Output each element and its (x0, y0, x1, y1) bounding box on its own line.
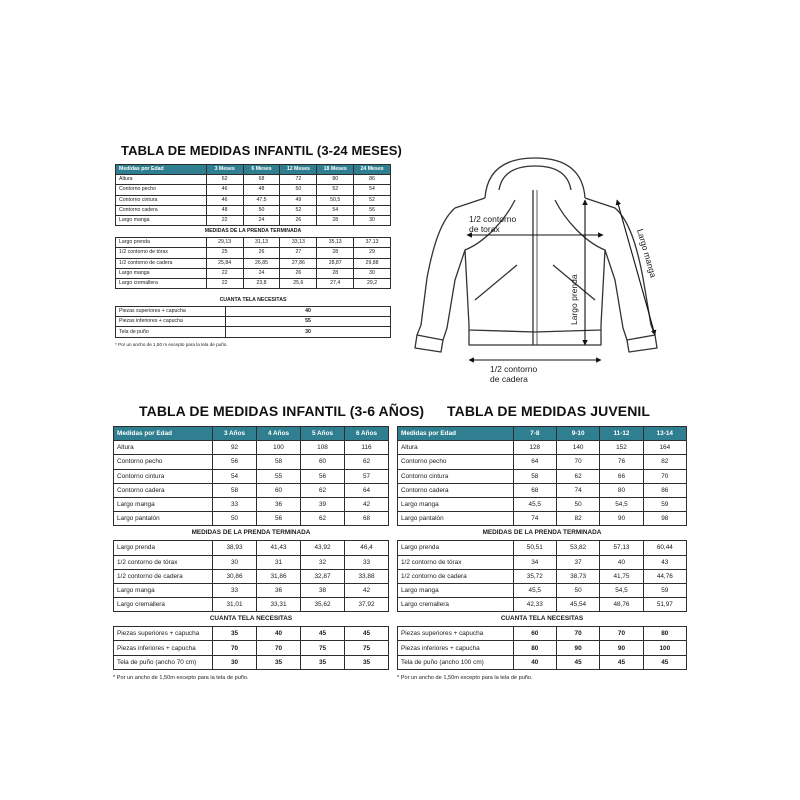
header-size: 9-10 (556, 427, 599, 441)
row-label: Largo cremallera (398, 598, 514, 612)
header-row (116, 165, 391, 175)
hip-label-line2: de cadera (490, 374, 528, 384)
cell-value: 45 (556, 655, 599, 669)
cell-value: 80 (513, 641, 556, 655)
garment-table (115, 237, 391, 289)
table-row (398, 483, 687, 497)
cell-value: 22 (206, 278, 243, 288)
row-label: Altura (398, 441, 514, 455)
row-label: Largo manga (116, 268, 207, 278)
sleeve-label: Largo manga (635, 227, 659, 279)
cell-value: 52 (354, 195, 391, 205)
table-row (114, 455, 389, 469)
cell-value: 38,93 (213, 541, 257, 555)
row-label: Largo manga (116, 215, 207, 225)
cell-value: 35,62 (301, 598, 345, 612)
cell-value: 54,5 (600, 497, 643, 511)
table-row (116, 258, 391, 268)
cell-value: 30 (354, 268, 391, 278)
row-label: Largo manga (398, 583, 514, 597)
cell-value: 59 (643, 497, 686, 511)
row-label: Piezas inferiores + capucha (114, 641, 213, 655)
table-row (114, 441, 389, 455)
table-row (116, 307, 391, 317)
row-label: Contorno cadera (116, 205, 207, 215)
table-row (114, 583, 389, 597)
cell-value: 56 (301, 469, 345, 483)
row-label: Contorno cadera (398, 483, 514, 497)
cell-value: 35 (213, 627, 257, 641)
cell-value: 49 (280, 195, 317, 205)
table-row (114, 483, 389, 497)
cell-value: 62 (206, 175, 243, 185)
cell-value: 34 (513, 555, 556, 569)
cell-value: 29 (354, 248, 391, 258)
table-row (116, 317, 391, 327)
row-label: 1/2 contorno de cadera (398, 569, 514, 583)
cell-value: 45 (643, 655, 686, 669)
cell-value: 75 (345, 641, 389, 655)
cell-value: 47,5 (243, 195, 280, 205)
cell-value: 100 (643, 641, 686, 655)
cell-value: 27 (280, 248, 317, 258)
cell-value: 50 (556, 497, 599, 511)
table-row (398, 555, 687, 569)
cell-value: 24 (243, 268, 280, 278)
row-label: Altura (116, 175, 207, 185)
cell-value: 26 (280, 268, 317, 278)
cell-value: 51,97 (643, 598, 686, 612)
table-row (114, 469, 389, 483)
cell-value: 50,51 (513, 541, 556, 555)
cell-value: 86 (643, 483, 686, 497)
row-label: 1/2 contorno de tórax (116, 248, 207, 258)
fabric-table (115, 306, 391, 338)
header-size: 18 Meses (317, 165, 354, 175)
cell-value: 48 (243, 185, 280, 195)
table-row (116, 205, 391, 215)
row-label: Contorno cintura (114, 469, 213, 483)
chest-label-line2: de torax (469, 224, 500, 234)
cell-value: 98 (643, 512, 686, 526)
header-size: 5 Años (301, 427, 345, 441)
size-chart-infantil-meses (115, 143, 402, 347)
cell-value: 28 (317, 215, 354, 225)
length-label: Largo prenda (569, 274, 579, 325)
cell-value: 42 (345, 497, 389, 511)
row-label: Largo manga (114, 583, 213, 597)
table-row (116, 327, 391, 337)
cell-value: 48 (206, 205, 243, 215)
cell-value: 76 (600, 455, 643, 469)
row-label: Largo prenda (114, 541, 213, 555)
cell-value: 128 (513, 441, 556, 455)
cell-value: 33 (213, 497, 257, 511)
hip-label-line1: 1/2 contorno (490, 364, 538, 374)
cell-value: 53,82 (556, 541, 599, 555)
cell-value: 74 (513, 512, 556, 526)
cell-value: 24 (243, 215, 280, 225)
table-row (398, 497, 687, 511)
cell-value: 40 (513, 655, 556, 669)
cell-value: 70 (556, 627, 599, 641)
cell-value: 45 (600, 655, 643, 669)
cell-value: 31 (257, 555, 301, 569)
table-row (116, 238, 391, 248)
cell-value: 62 (301, 483, 345, 497)
table-row (116, 175, 391, 185)
section-title: TABLA DE MEDIDAS JUVENIL (447, 403, 651, 419)
header-size: 3 Meses (206, 165, 243, 175)
cell-value: 60,44 (643, 541, 686, 555)
table-row (398, 655, 687, 669)
cell-value: 54 (213, 469, 257, 483)
cell-value: 30 (213, 655, 257, 669)
row-label: Piezas inferiores + capucha (398, 641, 514, 655)
table-row (114, 497, 389, 511)
table-row (114, 655, 389, 669)
cell-value: 92 (213, 441, 257, 455)
row-label: Tela de puño (ancho 70 cm) (114, 655, 213, 669)
cell-value: 30 (226, 327, 391, 337)
garment-subtitle: MEDIDAS DE LA PRENDA TERMINADA (482, 529, 602, 537)
cell-value: 38 (301, 583, 345, 597)
table-row (114, 555, 389, 569)
cell-value: 64 (513, 455, 556, 469)
row-label: Contorno pecho (398, 455, 514, 469)
cell-value: 90 (556, 641, 599, 655)
cell-value: 70 (213, 641, 257, 655)
cell-value: 140 (556, 441, 599, 455)
cell-value: 82 (556, 512, 599, 526)
row-label: Contorno pecho (116, 185, 207, 195)
cell-value: 41,43 (257, 541, 301, 555)
table-row (398, 641, 687, 655)
cell-value: 60 (513, 627, 556, 641)
cell-value: 152 (600, 441, 643, 455)
cell-value: 28,87 (317, 258, 354, 268)
cell-value: 164 (643, 441, 686, 455)
chest-label-line1: 1/2 contorno (469, 214, 517, 224)
measurements-table (115, 164, 391, 226)
row-label: Tela de puño (116, 327, 226, 337)
row-label: Piezas superiores + capucha (114, 627, 213, 641)
cell-value: 70 (600, 627, 643, 641)
row-label: 1/2 contorno de cadera (114, 569, 213, 583)
cell-value: 62 (301, 512, 345, 526)
footnote: * Por un ancho de 1,50 m excepto para la tela de puño. (115, 341, 228, 347)
row-label: Largo pantalón (398, 512, 514, 526)
cell-value: 45,5 (513, 583, 556, 597)
row-label: 1/2 contorno de cadera (116, 258, 207, 268)
cell-value: 26 (243, 248, 280, 258)
row-label: Largo prenda (398, 541, 514, 555)
cell-value: 46 (206, 185, 243, 195)
cell-value: 57,13 (600, 541, 643, 555)
cell-value: 31,13 (243, 238, 280, 248)
cell-value: 50 (556, 583, 599, 597)
cell-value: 40 (226, 307, 391, 317)
cell-value: 30 (213, 555, 257, 569)
cell-value: 43 (643, 555, 686, 569)
cell-value: 31,86 (257, 569, 301, 583)
fabric-table (113, 626, 389, 670)
cell-value: 45,5 (513, 497, 556, 511)
table-row (116, 268, 391, 278)
cell-value: 68 (513, 483, 556, 497)
cell-value: 42,33 (513, 598, 556, 612)
cell-value: 90 (600, 641, 643, 655)
cell-value: 25 (206, 248, 243, 258)
header-size: 6 Años (345, 427, 389, 441)
fabric-subtitle: CUANTA TELA NECESITAS (209, 615, 293, 623)
table-row (398, 569, 687, 583)
cell-value: 116 (345, 441, 389, 455)
header-size: 11-12 (600, 427, 643, 441)
cell-value: 28 (317, 248, 354, 258)
cell-value: 31,01 (213, 598, 257, 612)
cell-value: 37,13 (354, 238, 391, 248)
header-size: 3 Años (213, 427, 257, 441)
cell-value: 42 (345, 583, 389, 597)
row-label: 1/2 contorno de tórax (114, 555, 213, 569)
cell-value: 68 (345, 512, 389, 526)
table-row (398, 441, 687, 455)
cell-value: 33 (345, 555, 389, 569)
header-size: 12 Meses (280, 165, 317, 175)
cell-value: 26,85 (243, 258, 280, 268)
cell-value: 40 (600, 555, 643, 569)
cell-value: 80 (600, 483, 643, 497)
cell-value: 75 (301, 641, 345, 655)
table-row (398, 455, 687, 469)
row-label: Largo cremallera (114, 598, 213, 612)
row-label: 1/2 contorno de tórax (398, 555, 514, 569)
row-label: Piezas superiores + capucha (398, 627, 514, 641)
row-label: Contorno cintura (116, 195, 207, 205)
header-size: 4 Años (257, 427, 301, 441)
measurements-table (397, 426, 687, 526)
cell-value: 55 (257, 469, 301, 483)
row-label: Tela de puño (ancho 100 cm) (398, 655, 514, 669)
hoodie-diagram (405, 150, 680, 385)
cell-value: 90 (600, 512, 643, 526)
cell-value: 45 (301, 627, 345, 641)
cell-value: 52 (317, 185, 354, 195)
cell-value: 44,76 (643, 569, 686, 583)
cell-value: 86 (354, 175, 391, 185)
row-label: Largo manga (398, 497, 514, 511)
row-label: Contorno pecho (114, 455, 213, 469)
cell-value: 45,54 (556, 598, 599, 612)
cell-value: 54 (354, 185, 391, 195)
cell-value: 39 (301, 497, 345, 511)
cell-value: 43,92 (301, 541, 345, 555)
table-row (114, 627, 389, 641)
table-row (398, 598, 687, 612)
cell-value: 62 (556, 469, 599, 483)
cell-value: 74 (556, 483, 599, 497)
cell-value: 35 (345, 655, 389, 669)
cell-value: 80 (643, 627, 686, 641)
table-row (114, 569, 389, 583)
section-title: TABLA DE MEDIDAS INFANTIL (3-6 AÑOS) (139, 403, 425, 419)
cell-value: 27,86 (280, 258, 317, 268)
cell-value: 70 (643, 469, 686, 483)
table-row (114, 641, 389, 655)
cell-value: 58 (513, 469, 556, 483)
cell-value: 30 (354, 215, 391, 225)
row-label: Largo manga (114, 497, 213, 511)
cell-value: 108 (301, 441, 345, 455)
header-row (114, 427, 389, 441)
table-row (398, 469, 687, 483)
footnote: * Por un ancho de 1,50m excepto para la tela de puño. (113, 674, 249, 681)
cell-value: 33 (213, 583, 257, 597)
cell-value: 33,31 (257, 598, 301, 612)
cell-value: 26 (280, 215, 317, 225)
cell-value: 62 (345, 455, 389, 469)
fabric-table (397, 626, 687, 670)
cell-value: 40 (257, 627, 301, 641)
cell-value: 22 (206, 215, 243, 225)
cell-value: 54,5 (600, 583, 643, 597)
cell-value: 27,4 (317, 278, 354, 288)
table-row (398, 541, 687, 555)
cell-value: 46,4 (345, 541, 389, 555)
cell-value: 80 (317, 175, 354, 185)
cell-value: 35,72 (513, 569, 556, 583)
table-row (116, 248, 391, 258)
garment-subtitle: MEDIDAS DE LA PRENDA TERMINADA (204, 228, 302, 235)
cell-value: 36 (257, 497, 301, 511)
cell-value: 70 (556, 455, 599, 469)
cell-value: 56 (213, 455, 257, 469)
cell-value: 82 (643, 455, 686, 469)
cell-value: 70 (257, 641, 301, 655)
garment-table (113, 540, 389, 612)
section-title: TABLA DE MEDIDAS INFANTIL (3-24 MESES) (121, 143, 402, 158)
cell-value: 59 (643, 583, 686, 597)
cell-value: 30,86 (213, 569, 257, 583)
header-label: Medidas por Edad (398, 427, 514, 441)
cell-value: 35 (257, 655, 301, 669)
cell-value: 60 (257, 483, 301, 497)
header-label: Medidas por Edad (114, 427, 213, 441)
cell-value: 66 (600, 469, 643, 483)
cell-value: 50 (280, 185, 317, 195)
cell-value: 29,13 (206, 238, 243, 248)
cell-value: 55 (226, 317, 391, 327)
cell-value: 45 (345, 627, 389, 641)
cell-value: 36 (257, 583, 301, 597)
fabric-subtitle: CUANTA TELA NECESITAS (500, 615, 584, 623)
cell-value: 52 (280, 205, 317, 215)
measurements-table (113, 426, 389, 526)
cell-value: 35 (301, 655, 345, 669)
cell-value: 25,84 (206, 258, 243, 268)
row-label: Piezas inferiores + capucha (116, 317, 226, 327)
row-label: Contorno cadera (114, 483, 213, 497)
table-row (114, 541, 389, 555)
row-label: Largo cremallera (116, 278, 207, 288)
cell-value: 100 (257, 441, 301, 455)
cell-value: 33,13 (280, 238, 317, 248)
cell-value: 29,2 (354, 278, 391, 288)
cell-value: 33,88 (345, 569, 389, 583)
table-row (116, 215, 391, 225)
size-chart-infantil-anos (113, 403, 425, 681)
header-row (398, 427, 687, 441)
cell-value: 56 (354, 205, 391, 215)
table-row (116, 185, 391, 195)
header-size: 24 Meses (354, 165, 391, 175)
cell-value: 54 (317, 205, 354, 215)
cell-value: 50,5 (317, 195, 354, 205)
header-size: 13-14 (643, 427, 686, 441)
cell-value: 64 (345, 483, 389, 497)
cell-value: 50 (243, 205, 280, 215)
cell-value: 68 (243, 175, 280, 185)
garment-subtitle: MEDIDAS DE LA PRENDA TERMINADA (191, 529, 311, 537)
garment-table (397, 540, 687, 612)
hoodie-illustration (405, 150, 680, 385)
table-row (398, 583, 687, 597)
cell-value: 57 (345, 469, 389, 483)
cell-value: 32,87 (301, 569, 345, 583)
row-label: Largo prenda (116, 238, 207, 248)
table-row (398, 512, 687, 526)
cell-value: 28 (317, 268, 354, 278)
table-row (116, 195, 391, 205)
size-chart-juvenil (397, 403, 687, 681)
table-row (116, 278, 391, 288)
cell-value: 37 (556, 555, 599, 569)
cell-value: 58 (213, 483, 257, 497)
header-label: Medidas por Edad (116, 165, 207, 175)
cell-value: 60 (301, 455, 345, 469)
cell-value: 35,13 (317, 238, 354, 248)
cell-value: 72 (280, 175, 317, 185)
cell-value: 38,73 (556, 569, 599, 583)
cell-value: 50 (213, 512, 257, 526)
row-label: Largo pantalón (114, 512, 213, 526)
cell-value: 25,6 (280, 278, 317, 288)
table-row (114, 598, 389, 612)
hoodie-outline (415, 158, 657, 352)
table-row (398, 627, 687, 641)
footnote: * Por un ancho de 1,50m excepto para la tela de puño. (397, 674, 533, 681)
cell-value: 58 (257, 455, 301, 469)
table-row (114, 512, 389, 526)
row-label: Altura (114, 441, 213, 455)
row-label: Contorno cintura (398, 469, 514, 483)
cell-value: 48,76 (600, 598, 643, 612)
header-size: 7-8 (513, 427, 556, 441)
row-label: Piezas superiores + capucha (116, 307, 226, 317)
cell-value: 41,75 (600, 569, 643, 583)
cell-value: 23,8 (243, 278, 280, 288)
cell-value: 32 (301, 555, 345, 569)
header-size: 6 Meses (243, 165, 280, 175)
cell-value: 56 (257, 512, 301, 526)
fabric-subtitle: CUANTA TELA NECESITAS (219, 297, 287, 304)
cell-value: 22 (206, 268, 243, 278)
cell-value: 46 (206, 195, 243, 205)
cell-value: 29,88 (354, 258, 391, 268)
cell-value: 37,92 (345, 598, 389, 612)
